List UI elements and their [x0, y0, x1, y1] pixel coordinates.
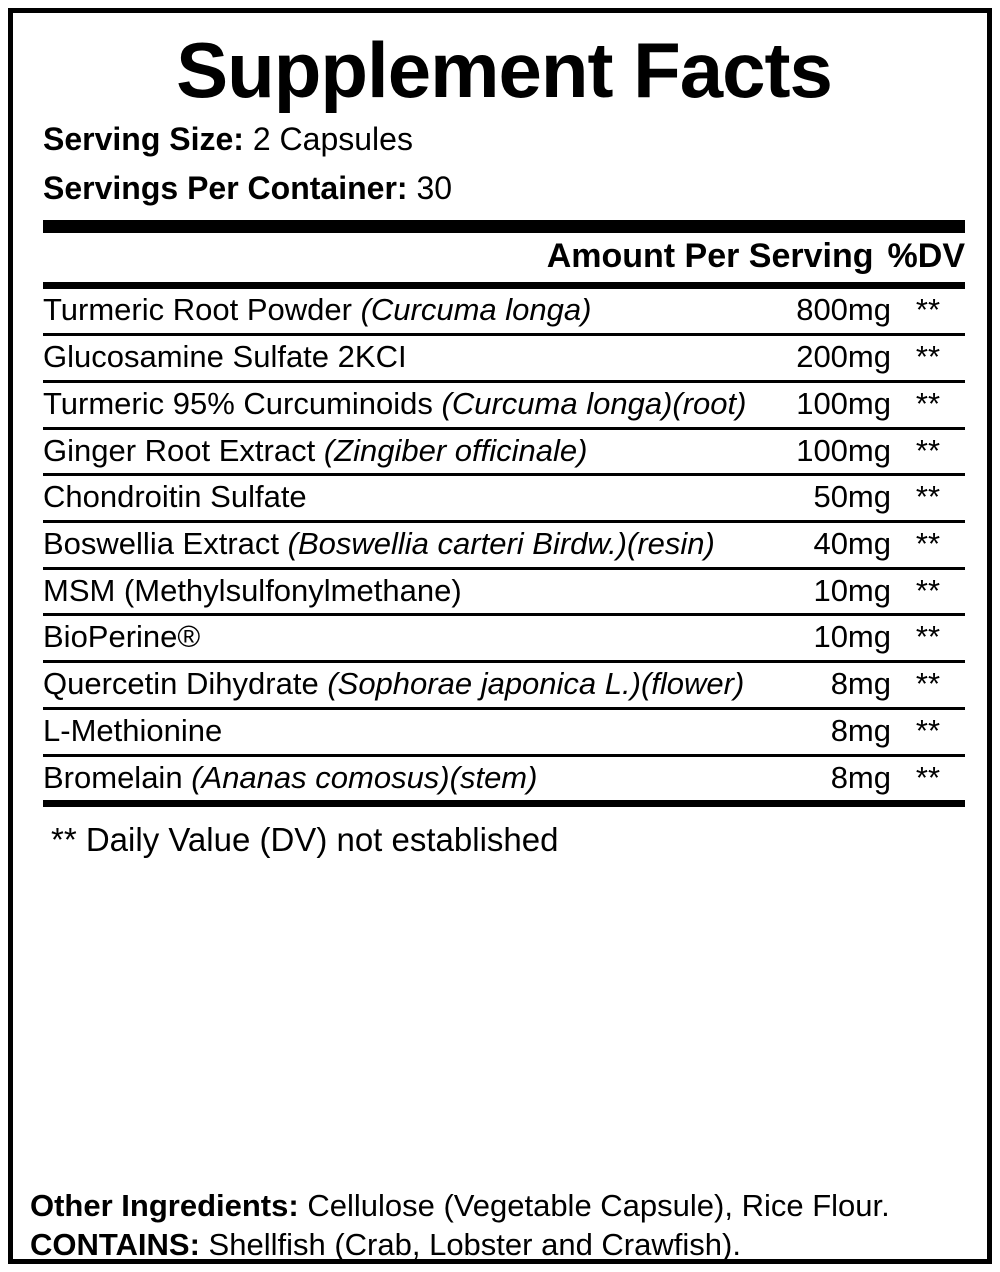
ingredient-name — [43, 615, 751, 662]
amount-per-serving-header — [43, 233, 965, 282]
ingredient-name — [43, 755, 751, 800]
ingredient-dv: ** — [891, 335, 965, 382]
servings-per-container-label: Servings Per Container: — [43, 169, 408, 206]
ingredient-latin: (Ananas comosus)(stem) — [191, 759, 538, 795]
contains-label: CONTAINS: — [30, 1226, 200, 1262]
amount-per-serving-label: Amount Per Serving — [546, 237, 874, 276]
ingredient-latin: (Zingiber officinale) — [323, 432, 588, 468]
ingredient-name — [43, 381, 751, 428]
ingredient-dv: ** — [891, 428, 965, 475]
table-row — [43, 755, 965, 800]
ingredient-name — [43, 568, 751, 615]
ingredient-name — [43, 289, 751, 334]
daily-value-footnote: ** Daily Value (DV) not established — [51, 821, 559, 859]
ingredient-name — [43, 428, 751, 475]
ingredient-name-text: Boswellia Extract — [43, 526, 288, 562]
ingredient-dv: ** — [891, 568, 965, 615]
ingredient-dv: ** — [891, 662, 965, 709]
ingredient-amount: 8mg — [751, 662, 891, 709]
table-row — [43, 708, 965, 755]
facts-panel-content — [43, 23, 965, 869]
table-row — [43, 615, 965, 662]
ingredient-latin: (Curcuma longa)(root) — [441, 385, 747, 421]
ingredient-dv: ** — [891, 522, 965, 569]
other-ingredients-label: Other Ingredients: — [30, 1187, 299, 1223]
facts-panel — [8, 8, 992, 1264]
ingredient-amount: 200mg — [751, 335, 891, 382]
ingredient-name-text: Turmeric 95% Curcuminoids — [43, 385, 442, 421]
ingredient-amount: 100mg — [751, 381, 891, 428]
table-row — [43, 335, 965, 382]
ingredient-amount: 50mg — [751, 475, 891, 522]
table-row — [43, 428, 965, 475]
daily-value-header: %DV — [887, 237, 965, 276]
other-ingredients-block — [30, 1186, 984, 1264]
table-row — [43, 381, 965, 428]
table-row — [43, 522, 965, 569]
ingredient-name-text: Chondroitin Sulfate — [43, 479, 307, 515]
ingredient-name-text: L-Methionine — [43, 712, 223, 748]
servings-per-container-row — [43, 168, 965, 209]
ingredient-name — [43, 475, 751, 522]
ingredient-name — [43, 335, 751, 382]
divider-heavy-top — [43, 220, 965, 233]
table-row — [43, 289, 965, 334]
ingredient-latin: (Boswellia carteri Birdw.)(resin) — [287, 526, 715, 562]
ingredient-amount: 800mg — [751, 289, 891, 334]
ingredient-name-text: BioPerine® — [43, 619, 201, 655]
serving-size-label: Serving Size: — [43, 120, 244, 157]
page-title: Supplement Facts — [176, 26, 832, 114]
ingredient-amount: 8mg — [830, 759, 891, 795]
ingredient-amount: 40mg — [751, 522, 891, 569]
divider-medium-bottom — [43, 800, 965, 807]
table-row — [43, 568, 965, 615]
contains-value: Shellfish (Crab, Lobster and Crawfish). — [208, 1226, 741, 1262]
divider-medium — [43, 282, 965, 289]
table-row — [43, 475, 965, 522]
servings-per-container-value: 30 — [416, 169, 453, 206]
serving-size-value: 2 Capsules — [252, 120, 413, 157]
other-ingredients-value: Cellulose (Vegetable Capsule), Rice Flour. — [307, 1187, 890, 1223]
ingredient-name — [43, 662, 751, 709]
contains-row — [30, 1225, 984, 1264]
ingredient-name-text: Ginger Root Extract — [43, 432, 324, 468]
ingredient-amount: 10mg — [751, 568, 891, 615]
ingredient-name-text: Glucosamine Sulfate 2KCI — [43, 339, 407, 375]
ingredient-amount: 10mg — [751, 615, 891, 662]
table-row — [43, 662, 965, 709]
ingredient-name — [43, 708, 751, 755]
ingredient-name-text: Bromelain — [43, 759, 192, 795]
ingredient-amount: 8mg — [751, 708, 891, 755]
ingredient-latin: (Sophorae japonica L.)(flower) — [327, 666, 745, 702]
other-ingredients-row — [30, 1186, 984, 1225]
ingredient-dv: ** — [891, 289, 965, 334]
ingredient-name — [43, 522, 751, 569]
ingredient-name-text: MSM (Methylsulfonylmethane) — [43, 572, 462, 608]
ingredient-latin: (Curcuma longa) — [360, 292, 592, 328]
ingredient-name-text: Turmeric Root Powder — [43, 292, 361, 328]
serving-size-row — [43, 119, 965, 160]
ingredient-dv: ** — [891, 708, 965, 755]
ingredient-dv: ** — [891, 381, 965, 428]
ingredient-dv: ** — [891, 615, 965, 662]
ingredient-amount: 100mg — [751, 428, 891, 475]
ingredient-name-text: Quercetin Dihydrate — [43, 666, 328, 702]
ingredients-table — [43, 289, 965, 800]
ingredient-dv: ** — [891, 475, 965, 522]
ingredient-dv: ** — [915, 759, 941, 795]
